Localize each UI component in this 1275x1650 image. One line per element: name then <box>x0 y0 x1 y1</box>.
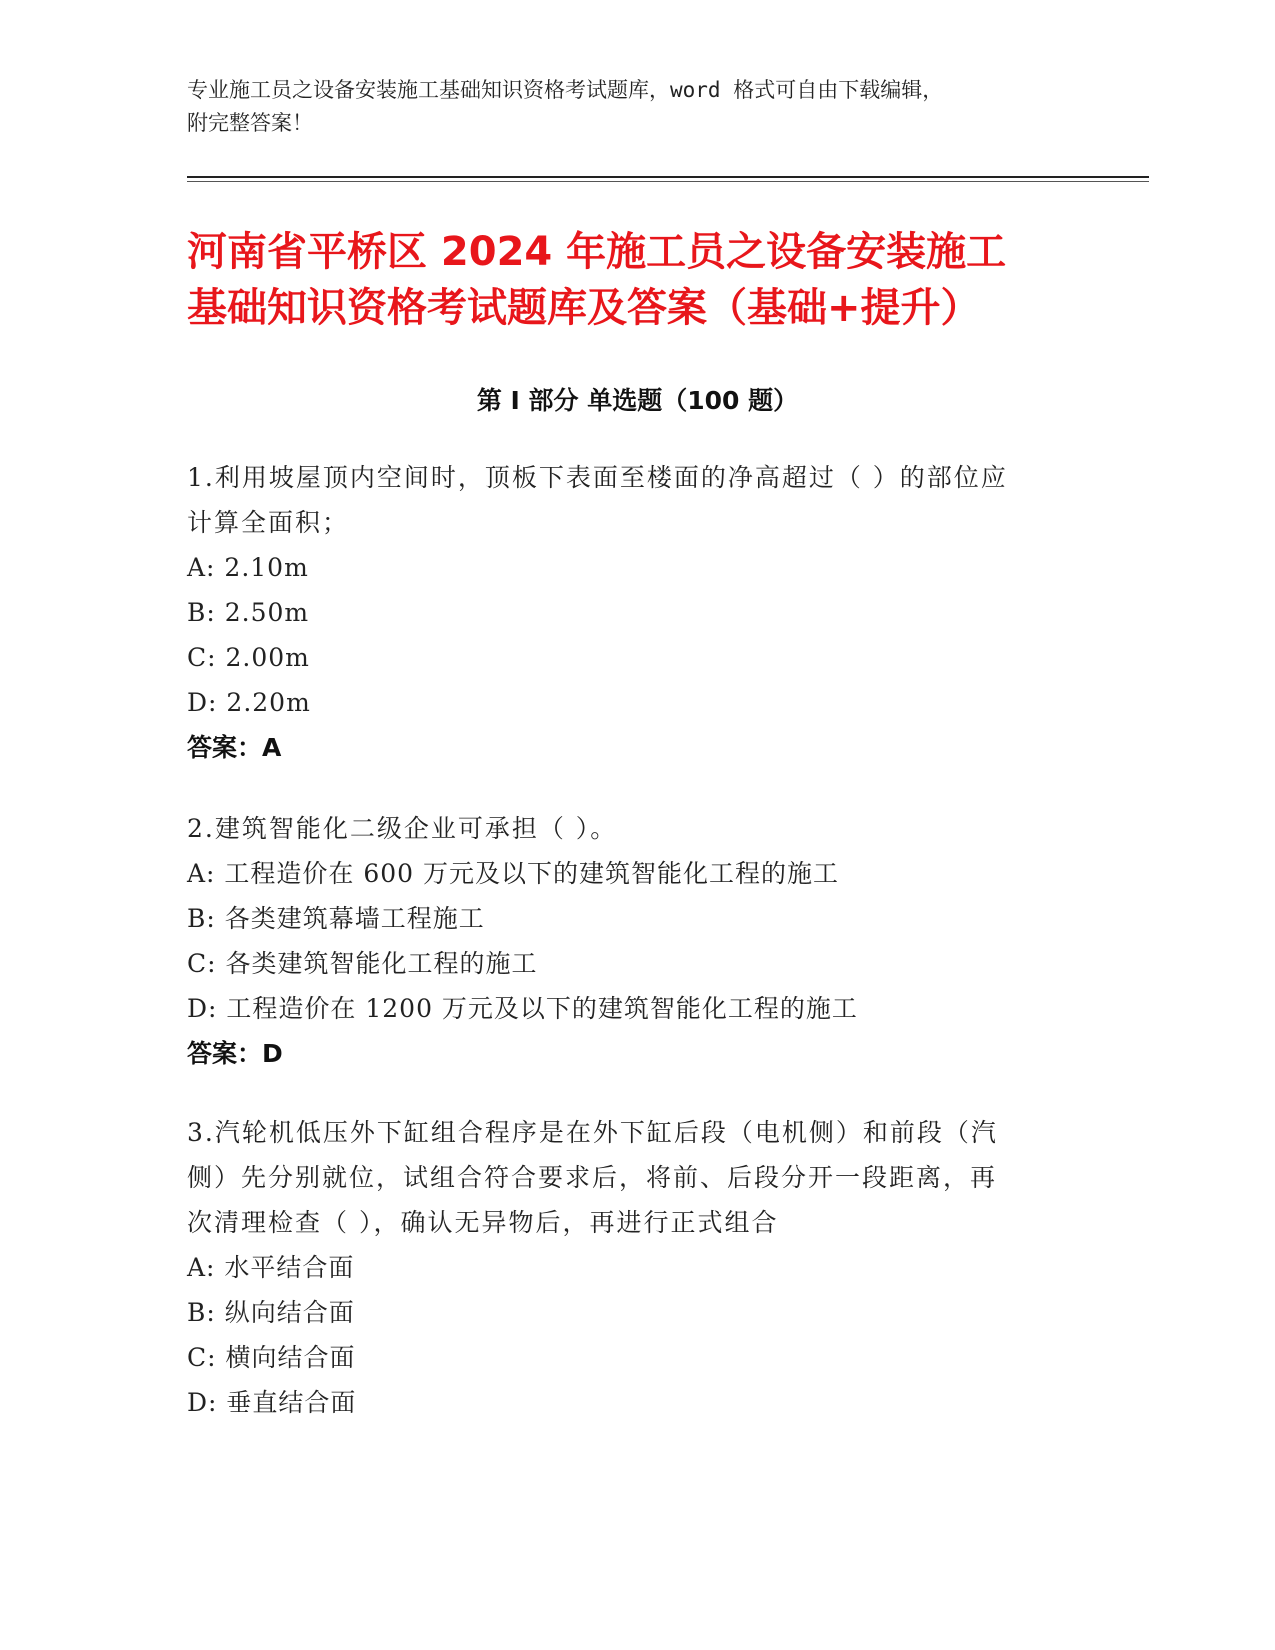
document-title-line-1: 河南省平桥区 2024 年施工员之设备安装施工 <box>187 229 1007 275</box>
answer: 答案：D <box>187 1039 283 1068</box>
option-c: C: 各类建筑智能化工程的施工 <box>187 949 538 978</box>
question-2 <box>187 806 1067 1076</box>
option-c: C: 2.00m <box>187 643 310 672</box>
option-a: A: 水平结合面 <box>187 1253 355 1282</box>
question-stem-line: 3.汽轮机低压外下缸组合程序是在外下缸后段（电机侧）和前段（汽 <box>187 1118 998 1147</box>
document-title-line-2: 基础知识资格考试题库及答案（基础+提升） <box>187 285 981 331</box>
option-b: B: 各类建筑幕墙工程施工 <box>187 904 485 933</box>
document-title <box>187 224 1107 336</box>
question-stem-line: 2.建筑智能化二级企业可承担（ ）。 <box>187 814 618 843</box>
question-stem-line: 计算全面积； <box>187 508 350 537</box>
option-d: D: 2.20m <box>187 688 311 717</box>
option-b: B: 2.50m <box>187 598 310 627</box>
question-stem-line: 1.利用坡屋顶内空间时，顶板下表面至楼面的净高超过（ ）的部位应 <box>187 463 1008 492</box>
header-note-line-2: 附完整答案！ <box>187 111 313 135</box>
header-note <box>187 74 1067 140</box>
header-note-line-1: 专业施工员之设备安装施工基础知识资格考试题库，word 格式可自由下载编辑， <box>187 78 944 102</box>
option-c: C: 横向结合面 <box>187 1343 356 1372</box>
section-heading: 第 I 部分 单选题（100 题） <box>476 386 799 415</box>
header-divider-thin <box>187 181 1149 182</box>
question-1 <box>187 455 1067 770</box>
option-a: A: 2.10m <box>187 553 309 582</box>
option-a: A: 工程造价在 600 万元及以下的建筑智能化工程的施工 <box>187 859 840 888</box>
question-stem-line: 侧）先分别就位，试组合符合要求后，将前、后段分开一段距离，再 <box>187 1163 998 1192</box>
option-b: B: 纵向结合面 <box>187 1298 355 1327</box>
header-divider-thick <box>187 176 1149 178</box>
answer: 答案：A <box>187 733 282 762</box>
option-d: D: 工程造价在 1200 万元及以下的建筑智能化工程的施工 <box>187 994 858 1023</box>
question-3 <box>187 1110 1067 1425</box>
option-d: D: 垂直结合面 <box>187 1388 357 1417</box>
question-stem-line: 次清理检查（ ），确认无异物后，再进行正式组合 <box>187 1208 779 1237</box>
